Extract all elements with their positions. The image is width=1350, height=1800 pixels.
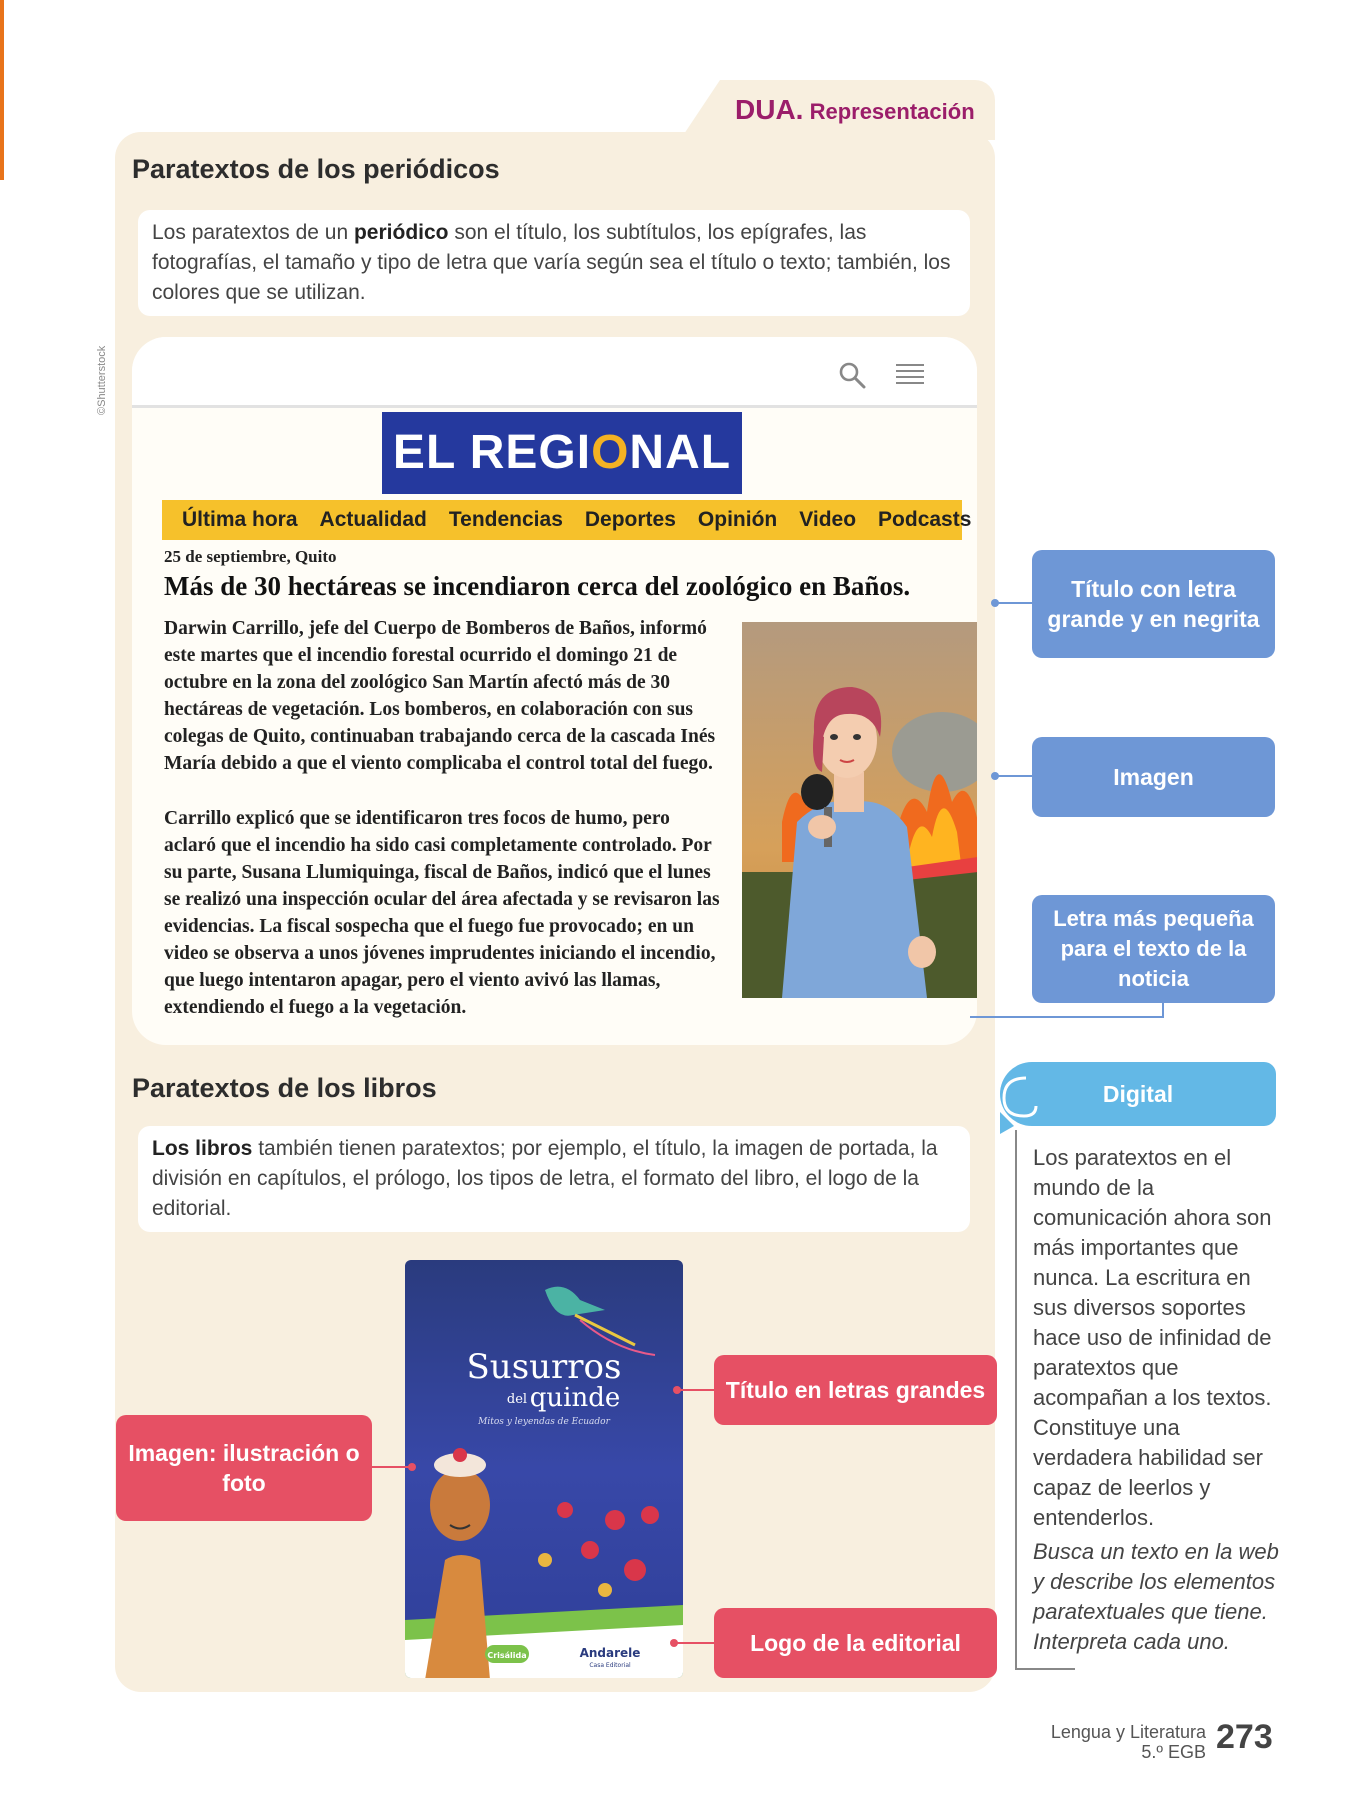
connector-dot <box>991 772 999 780</box>
publisher-left: Crisálida <box>487 1651 527 1660</box>
digital-activity: Busca un texto en la web y describe los elementos paratextuales que tiene. Interpreta cada uno. <box>1033 1539 1279 1654</box>
callout-book-title: Título en letras grandes <box>714 1355 997 1425</box>
connector-line <box>995 602 1032 604</box>
connector-dot <box>673 1386 681 1394</box>
info-text: Los paratextos de un <box>152 221 354 244</box>
article-headline[interactable]: Más de 30 hectáreas se incendiaron cerca del zoológico en Baños. <box>164 571 911 601</box>
nav-item-podcasts[interactable]: Podcasts <box>878 508 972 531</box>
newspaper-browser <box>132 337 977 1045</box>
book-cover <box>405 1260 683 1678</box>
book-title-small: del <box>506 1392 528 1407</box>
publisher-sub: Casa Editorial <box>589 1662 631 1669</box>
book-title: Susurros <box>466 1347 622 1387</box>
info-bold: Los libros <box>152 1137 253 1160</box>
info-box-periodicos <box>138 210 970 316</box>
nav-item-opinion[interactable]: Opinión <box>697 508 778 531</box>
nav-item-deportes[interactable]: Deportes <box>584 508 676 531</box>
info-bold: periódico <box>353 221 449 244</box>
connector-dot <box>991 599 999 607</box>
digital-paragraph: Los paratextos en el mundo de la comunicación ahora son más importantes que nunca. La escritura en sus diversos soportes hace uso de infinidad de paratextos que acompañan a los textos. Constituye una verdadera habilidad ser capaz de leerlos y entenderlos. <box>1033 1145 1272 1530</box>
connector-line <box>678 1389 714 1391</box>
section-title-libros: Paratextos de los libros <box>132 1073 437 1103</box>
callout-image: Imagen <box>1032 737 1275 817</box>
article-paragraph-2: Carrillo explicó que se identificaron tres focos de humo, pero aclaró que el incendio ha sido casi completamente controlado. Por su parte, Susana Llumiquinga, fiscal de Baños, indicó que el lunes se realizó una inspección ocular del área afectada y se revisaron las evidencias. La fiscal sospecha que el fuego fue provocado; en un video se observa a unos jóvenes imprudentes iniciando el incendio, que luego intentaron apagar, pero el viento avivó las llamas, extendiendo el fuego a la vegetación. <box>164 808 720 1018</box>
connector-line <box>995 775 1032 777</box>
digital-rule-bottom <box>1015 1668 1075 1670</box>
reporter-fire-photo <box>742 622 977 998</box>
page-edge-marker <box>0 0 4 180</box>
publisher-right: Andarele <box>579 1646 641 1660</box>
article-date: 25 de septiembre, Quito <box>164 547 337 566</box>
connector-line <box>1162 1003 1164 1017</box>
page-number: 273 <box>1216 1718 1273 1756</box>
callout-book-image: Imagen: ilustración o foto <box>116 1415 372 1521</box>
footer-subject-text: Lengua y Literatura <box>1050 1722 1206 1742</box>
dua-bold: DUA. <box>735 94 804 125</box>
search-icon[interactable] <box>838 361 866 389</box>
connector-dot <box>408 1463 416 1471</box>
callout-headline-style: Título con letra grande y en negrita <box>1032 550 1275 658</box>
menu-icon[interactable] <box>896 363 924 387</box>
info-text: son el título, los subtítulos, los epígrafes, las fotografías, el tamaño y tipo de letra que varía según sea el título o texto; también, los colores que se utilizan. <box>152 221 951 304</box>
location-pin-icon: O <box>591 426 630 479</box>
dua-text: Representación <box>809 99 975 124</box>
nav-item-video[interactable]: Video <box>799 508 857 531</box>
newspaper-nav <box>162 500 972 540</box>
book-title-end: quinde <box>529 1383 621 1413</box>
article-paragraph-1: Darwin Carrillo, jefe del Cuerpo de Bomberos de Baños, informó este martes que el incendio forestal ocurrido el domingo 21 de octubre en la zona del zoológico San Martín afectó más de 30 hectáreas de vegetación. Los bomberos, en colaboración con sus colegas de Quito, continuaban trabajando cerca de la cascada Inés María debido a que el viento complicaba el control total del fuego. <box>164 618 716 774</box>
book-subtitle: Mitos y leyendas de Ecuador <box>478 1417 610 1427</box>
logo-text: NAL <box>629 426 732 479</box>
footer-grade: 5.º EGB <box>1141 1742 1206 1762</box>
connector-line <box>970 1016 1164 1018</box>
info-box-libros <box>138 1126 970 1232</box>
swirl-icon <box>996 1072 1040 1136</box>
logo-text: EL REGI <box>392 426 592 479</box>
digital-body <box>1033 1143 1283 1657</box>
connector-dot <box>670 1639 678 1647</box>
digital-header: Digital <box>1000 1062 1276 1126</box>
connector-line <box>674 1642 714 1644</box>
photo-credit: ©Shutterstock <box>96 345 108 415</box>
connector-line <box>372 1466 412 1468</box>
newspaper-logo[interactable] <box>382 412 742 494</box>
callout-publisher-logo: Logo de la editorial <box>714 1608 997 1678</box>
nav-item-tendencias[interactable]: Tendencias <box>448 508 563 531</box>
info-text: también tienen paratextos; por ejemplo, el título, la imagen de portada, la división en capítulos, el prólogo, los tipos de letra, el formato del libro, el logo de la editorial. <box>152 1137 938 1220</box>
dua-label <box>735 94 975 126</box>
footer-subject <box>1010 1722 1206 1762</box>
callout-small-text: Letra más pequeña para el texto de la noticia <box>1032 895 1275 1003</box>
nav-item-actualidad[interactable]: Actualidad <box>319 508 427 531</box>
browser-toolbar <box>132 337 977 408</box>
digital-rule <box>1015 1130 1017 1670</box>
section-title-periodicos: Paratextos de los periódicos <box>132 154 500 184</box>
nav-item-ultima-hora[interactable]: Última hora <box>182 508 298 531</box>
